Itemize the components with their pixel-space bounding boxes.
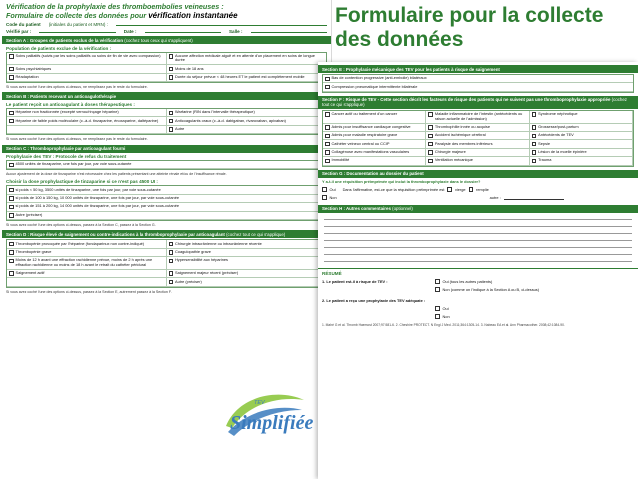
section-c-default-option (6, 160, 327, 170)
section-a-options (6, 52, 327, 84)
tev-simplifiee-logo (218, 386, 314, 452)
risk-spinal-injury[interactable]: Lésion de la moelle épinière (530, 149, 633, 157)
patient-code-row: Code du patient (initiales du patient et MRN) : (2, 20, 331, 27)
logo-brand: Simplifiée (230, 412, 314, 434)
risk-ibd[interactable]: Maladie inflammatoire de l'intestin (antécédents ou raison actuelle de l'admission) (426, 111, 529, 124)
checkbox[interactable] (169, 127, 174, 132)
risk-central-catheter[interactable]: Cathéter veineux central ou CCIP (323, 140, 426, 148)
checkbox[interactable] (532, 142, 537, 147)
checkbox[interactable] (9, 188, 14, 193)
section-a-header: Section A : Groupes de patients exclus de la vérification (cochez tous ceux qui s'appliquent) (2, 36, 331, 44)
section-g-header: Section G : Documentation au dossier du patient (318, 170, 638, 178)
checkbox[interactable] (532, 112, 537, 117)
option-other-contraindication[interactable]: Autre (préciser) (167, 278, 327, 286)
risk-vte-history[interactable]: Antécédents de TEV (530, 132, 633, 140)
section-a-note: Si vous avez coché l'une des options ci-dessus, ne remplissez pas le reste du formulaire. (6, 85, 148, 90)
checkbox-no[interactable] (322, 195, 327, 200)
checkbox[interactable] (9, 111, 14, 116)
summary-q2-row: 2. Le patient a reçu une prophylaxie des TEV adéquate : (322, 298, 426, 304)
checkbox[interactable] (532, 159, 537, 164)
checkbox[interactable] (325, 159, 330, 164)
checkbox[interactable] (325, 150, 330, 155)
summary-q1-row: 1. Le patient est-il à risque de TEV : Oui (tous les autres patients) (322, 279, 493, 285)
summary-title: RÉSUMÉ (318, 268, 638, 278)
checkbox[interactable] (428, 112, 433, 117)
other-field[interactable] (504, 196, 564, 200)
option-unfractionated-heparin[interactable]: Héparine non fractionnée (excepté verrou/rinçage héparine) (7, 109, 167, 117)
checkbox[interactable] (169, 242, 174, 247)
checkbox[interactable] (532, 150, 537, 155)
option-hit[interactable]: Thrombopénie provoquée par l'héparine (fondaparinux non contre-indiqué) (7, 240, 167, 248)
checkbox-blank[interactable] (447, 187, 452, 192)
option-other[interactable]: Autre (167, 126, 327, 134)
date-field[interactable] (145, 29, 221, 33)
checkbox[interactable] (169, 75, 174, 80)
checkbox[interactable] (169, 280, 174, 285)
checkbox[interactable] (325, 134, 330, 139)
risk-pregnancy[interactable]: Grossesse/post-partum (530, 124, 633, 132)
verifier-row: Vérifié par : Date : Salle : (2, 27, 331, 34)
summary-q2-no-row: Non (318, 313, 638, 321)
checkbox[interactable] (532, 134, 537, 139)
section-c-subtitle-1: Prophylaxie des TEV : Protocole de refus du traitement (6, 154, 127, 160)
form-title-line-1: Vérification de la prophylaxie des thromboembolies veineuses : (6, 2, 224, 11)
section-e-header: Section E : Prophylaxie mécanique des TEV pour les patients à risque de saignement (318, 65, 638, 73)
checkbox[interactable] (9, 75, 14, 80)
checkbox[interactable] (428, 134, 433, 139)
section-e-options (322, 74, 634, 93)
option-dose-10000[interactable]: si poids de 100 à 150 kg, 10 000 unités de tinzaparine, une fois par jour, par voie sous-cutanée (7, 195, 326, 203)
checkbox-q1-no[interactable] (435, 287, 440, 292)
option-palliative[interactable]: Soins palliatifs (suivis par les soins palliatifs ou soins de fin de vie avec compassion) (7, 53, 167, 66)
option-active-bleeding[interactable]: Saignement actif (7, 270, 167, 278)
checkbox[interactable] (325, 77, 330, 82)
room-field[interactable] (251, 29, 327, 33)
checkbox[interactable] (9, 271, 14, 276)
option-no-acute[interactable]: Aucune affection médicale aiguë et en attente d'un placement en soins de longue durée (167, 53, 327, 66)
section-g-no-row: Non autre : (318, 194, 638, 202)
checkbox[interactable] (9, 242, 14, 247)
checkbox[interactable] (532, 125, 537, 130)
risk-nephrotic[interactable]: Syndrome néphrotique (530, 111, 633, 124)
option-dose-14000[interactable]: si poids de 151 à 200 kg, 14 000 unités de tinzaparine, une fois par jour, par voie sous-cutanée (7, 203, 326, 211)
checkbox[interactable] (325, 125, 330, 130)
risk-paralysis[interactable]: Paralysie des membres inférieurs (426, 140, 529, 148)
checkbox[interactable] (169, 271, 174, 276)
section-c-dose-options (6, 185, 327, 221)
checkbox[interactable] (169, 250, 174, 255)
checkbox[interactable] (428, 159, 433, 164)
option-heparin-hypersensitivity[interactable]: Hypersensibilité aux héparines (167, 257, 327, 270)
checkbox[interactable] (9, 196, 14, 201)
section-c-subtitle-2: Choisir la dose prophylactique de tinzaparine si ce n'est pas 4500 UI : (6, 179, 158, 185)
empty-cell (7, 126, 167, 134)
risk-immobility[interactable]: Immobilité (323, 157, 426, 165)
section-c-note-1: Aucun ajustement de la dose de tinzaparine n'est nécessaire chez les patients présentant une atteinte rénale et/ou de l'insuffisance rénale. (6, 172, 227, 177)
checkbox-q2-no[interactable] (435, 314, 440, 319)
option-dose-3500[interactable]: si poids < 50 kg, 3500 unités de tinzaparine, une fois par jour, par voie sous-cutanée (7, 186, 326, 194)
checkbox[interactable] (428, 150, 433, 155)
option-psychiatric[interactable]: Soins psychiatriques (7, 65, 167, 73)
form-page-2 (318, 62, 638, 479)
risk-respiratory[interactable]: Admis pour maladie respiratoire grave (323, 132, 426, 140)
risk-collagenosis[interactable]: Collagénose avec manifestations vasculaires (323, 149, 426, 157)
section-b-header: Section B : Patients recevant un anticoagulothérapie (2, 92, 331, 100)
option-tinzaparin-4500[interactable]: 4500 unités de tinzaparine, une fois par jour, par voie sous-cutanée (7, 161, 326, 169)
section-f-header: Section F : Risque de TEV - Cette section décrit les facteurs de risque des patients qui ne suivent pas une thromboprophylaxie appropriée (cochez tout ce qui s'applique) (318, 96, 638, 109)
empty-cell (7, 278, 167, 286)
option-lmwh[interactable]: Héparine de faible poids moléculaire (c.-à-d. tinzaparine, énoxaparine, daltéparine) (7, 117, 167, 125)
option-compression-stockings[interactable]: Bas de contention progressive (anti-embolie) bilatéraux (323, 75, 633, 83)
option-pneumatic-compression[interactable]: Compression pneumatique intermittente bilatérale (323, 83, 633, 91)
checkbox[interactable] (9, 213, 14, 218)
section-d-header: Section D : Risque élevé de saignement ou contre-indications à la thromboprophylaxie par anticoagulant (cochez tout ce qui s'applique) (2, 230, 331, 238)
checkbox-yes[interactable] (322, 187, 327, 192)
risk-trauma[interactable]: Trauma (530, 157, 633, 165)
checkbox-q2-yes[interactable] (435, 306, 440, 311)
option-spinal-procedure[interactable]: Moins de 12 h avant une effraction rachidienne prévue, moins de 2 h après une effraction rachidienne ou moins de 18 h avant le retrait du cathéter péridural (7, 257, 167, 270)
checkbox[interactable] (169, 259, 174, 264)
logo-tagline: TEV (254, 400, 265, 406)
checkbox[interactable] (325, 85, 330, 90)
section-c-header: Section C : Thromboprophylaxie par anticoagulant fourni (2, 145, 331, 153)
checkbox[interactable] (428, 142, 433, 147)
patient-code-field[interactable] (116, 22, 327, 26)
checkbox[interactable] (9, 119, 14, 124)
checkbox[interactable] (9, 54, 14, 59)
section-g-yes-row: Oui Dans l'affirmative, est-ce que la réquisition préimprimée est vierge remplie (318, 186, 638, 194)
summary-q1b-row: Non (comme on l'indique à la Section A ou B, ci-dessus) (318, 286, 638, 294)
risk-ventilation[interactable]: Ventilation mécanique (426, 157, 529, 165)
checkbox[interactable] (9, 205, 14, 210)
option-coagulopathy[interactable]: Coagulopathie grave (167, 249, 327, 257)
risk-major-surgery[interactable]: Chirurgie majeure (426, 149, 529, 157)
option-dose-other[interactable]: Autre (préciser) (7, 212, 326, 220)
section-g-question: Y a-t-il une réquisition préimprimée qui inclut la thromboprophylaxie dans le dossier? (322, 179, 481, 185)
option-oral-anticoagulants[interactable]: Anticoagulants oraux (c.-à-d. dabigatran, rivaroxaban, apixaban) (167, 117, 327, 125)
checkbox[interactable] (9, 67, 14, 72)
risk-chf[interactable]: Admis pour insuffisance cardiaque congestive (323, 124, 426, 132)
checkbox[interactable] (9, 259, 14, 264)
option-short-stay[interactable]: Durée du séjour prévue < 48 heures ET le patient est complètement mobile (167, 74, 327, 82)
references: 1. Mahé G et al. Thromb Haemost 2007;97:581-6. 2. Cheshire PROTECT. N Engl J Med. 2011;364:1305-14. 3. Nabeau EA et al. Ann Pharmacother. 2008;42:1084-90. (322, 322, 565, 327)
checkbox[interactable] (325, 142, 330, 147)
checkbox-q1-yes[interactable] (435, 279, 440, 284)
risk-active-cancer[interactable]: Cancer actif ou traitement d'un cancer (323, 111, 426, 124)
form-title-line-2: Formulaire de collecte des données pour vérification instantanée (6, 10, 238, 20)
option-under-18[interactable]: Moins de 18 ans (167, 65, 327, 73)
verified-by-field[interactable] (39, 29, 115, 33)
slide-title: Formulaire pour la collecte des données (335, 4, 604, 51)
section-d-options (6, 239, 327, 287)
checkbox[interactable] (169, 54, 174, 59)
risk-sepsis[interactable]: Sepsie (530, 140, 633, 148)
checkbox[interactable] (169, 119, 174, 124)
section-b-subtitle: Le patient reçoit un anticoagulant à doses thérapeutiques : (6, 101, 135, 107)
risk-thrombophilia[interactable]: Thrombophilie innée ou acquise (426, 124, 529, 132)
section-a-subtitle: Population de patients exclue de la vérification : (6, 45, 112, 51)
checkbox[interactable] (9, 163, 14, 168)
section-b-options (6, 108, 327, 135)
option-warfarin[interactable]: Warfarine (RIN dans l'intervalle thérapeutique) (167, 109, 327, 117)
comments-area[interactable] (318, 218, 638, 262)
checkbox[interactable] (169, 111, 174, 116)
risk-stroke[interactable]: Accident ischémique cérébral (426, 132, 529, 140)
section-b-note: Si vous avez coché l'une des options ci-dessus, ne remplissez pas le reste du formulaire. (6, 137, 148, 142)
checkbox-filled[interactable] (469, 187, 474, 192)
section-h-header: Section H : Autres commentaires (optionnel) (318, 205, 638, 213)
option-severe-thrombopenia[interactable]: Thrombopénie grave (7, 249, 167, 257)
section-c-note-2: Si vous avez coché l'une des options ci-dessus, passez à la Section C, passez à la Section G. (6, 222, 156, 227)
summary-q2-yes-row: Oui (318, 305, 638, 313)
checkbox[interactable] (9, 250, 14, 255)
checkbox[interactable] (428, 125, 433, 130)
section-d-note: Si vous avez coché l'une des options ci-dessus, passez à la Section E, autrement passez à la Section F. (6, 289, 172, 294)
form-title-emphasis: vérification instantanée (148, 10, 238, 20)
checkbox[interactable] (325, 112, 330, 117)
option-recent-surgery[interactable]: Chirurgie intracrânienne ou intracrânienne récente (167, 240, 327, 248)
checkbox[interactable] (169, 67, 174, 72)
option-rehab[interactable]: Réadaptation (7, 74, 167, 82)
section-f-risk-factors (322, 110, 634, 167)
option-recent-major-bleeding[interactable]: Saignement majeur récent (préciser) (167, 270, 327, 278)
